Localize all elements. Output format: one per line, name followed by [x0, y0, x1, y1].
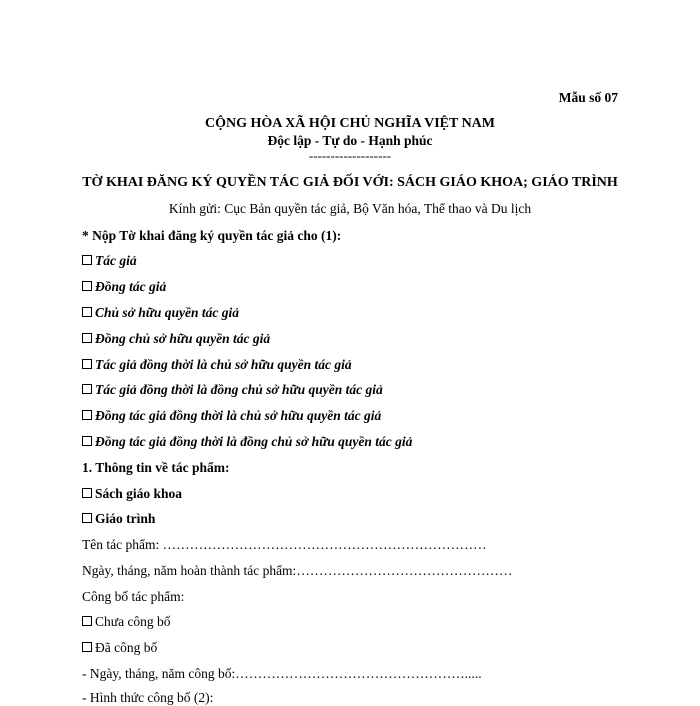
checkbox[interactable] — [82, 513, 92, 523]
option-label: Đồng tác giả đồng thời là đồng chủ sở hữu quyền tác giả — [95, 434, 413, 449]
option-label: Đồng tác giả — [95, 279, 167, 294]
option-label: Chủ sở hữu quyền tác giả — [95, 305, 239, 320]
option-textbook[interactable] — [82, 486, 182, 502]
option-author-and-co-owner[interactable] — [82, 382, 383, 398]
option-curriculum[interactable] — [82, 511, 155, 527]
checkbox[interactable] — [82, 642, 92, 652]
option-label: Tác giả — [95, 253, 137, 268]
checkbox[interactable] — [82, 384, 92, 394]
option-unpublished[interactable] — [82, 614, 171, 630]
checkbox[interactable] — [82, 436, 92, 446]
work-info-heading: 1. Thông tin về tác phẩm: — [82, 460, 230, 475]
national-title: CỘNG HÒA XÃ HỘI CHỦ NGHĨA VIỆT NAM — [204, 116, 495, 131]
option-label: Chưa công bố — [95, 614, 171, 629]
option-label: Đồng chủ sở hữu quyền tác giả — [95, 331, 271, 346]
option-copyright-owner[interactable] — [82, 305, 239, 321]
publish-date-field[interactable]: - Ngày, tháng, năm công bố:……………………………………………..... — [82, 666, 482, 681]
option-label: Tác giả đồng thời là chủ sở hữu quyền tác giả — [95, 357, 352, 372]
option-label: Tác giả đồng thời là đồng chủ sở hữu quyền tác giả — [95, 382, 383, 397]
option-label: Đã công bố — [95, 640, 158, 655]
form-number: Mẫu số 07 — [558, 90, 618, 105]
checkbox[interactable] — [82, 333, 92, 343]
option-author-and-owner[interactable] — [82, 357, 352, 373]
work-name-field[interactable]: Tên tác phẩm: ……………………………………………………………… — [82, 537, 487, 552]
option-label: Sách giáo khoa — [95, 486, 183, 501]
checkbox[interactable] — [82, 488, 92, 498]
option-author[interactable] — [82, 253, 137, 269]
checkbox[interactable] — [82, 616, 92, 626]
option-co-author[interactable] — [82, 279, 166, 295]
option-label: Giáo trình — [95, 511, 156, 526]
checkbox[interactable] — [82, 359, 92, 369]
separator-line: ------------------- — [308, 148, 392, 163]
option-co-author-and-owner[interactable] — [82, 408, 381, 424]
option-published[interactable] — [82, 640, 157, 656]
checkbox[interactable] — [82, 307, 92, 317]
recipient-line: Kính gửi: Cục Bản quyền tác giả, Bộ Văn hóa, Thể thao và Du lịch — [168, 201, 532, 216]
option-co-author-and-co-owner[interactable] — [82, 434, 412, 450]
submit-section-label: * Nộp Tờ khai đăng ký quyền tác giả cho (1): — [82, 228, 342, 243]
checkbox[interactable] — [82, 410, 92, 420]
option-co-copyright-owner[interactable] — [82, 331, 270, 347]
checkbox[interactable] — [82, 281, 92, 291]
national-motto: Độc lập - Tự do - Hạnh phúc — [267, 133, 433, 148]
checkbox[interactable] — [82, 255, 92, 265]
publish-form-field[interactable]: - Hình thức công bố (2): — [82, 690, 214, 705]
option-label: Đồng tác giả đồng thời là chủ sở hữu quyền tác giả — [95, 408, 382, 423]
completion-date-field[interactable]: Ngày, tháng, năm hoàn thành tác phẩm:………………………………………… — [82, 563, 513, 578]
document-title: TỜ KHAI ĐĂNG KÝ QUYỀN TÁC GIẢ ĐỐI VỚI: SÁCH GIÁO KHOA; GIÁO TRÌNH — [82, 175, 618, 190]
publish-label: Công bố tác phẩm: — [82, 589, 185, 604]
